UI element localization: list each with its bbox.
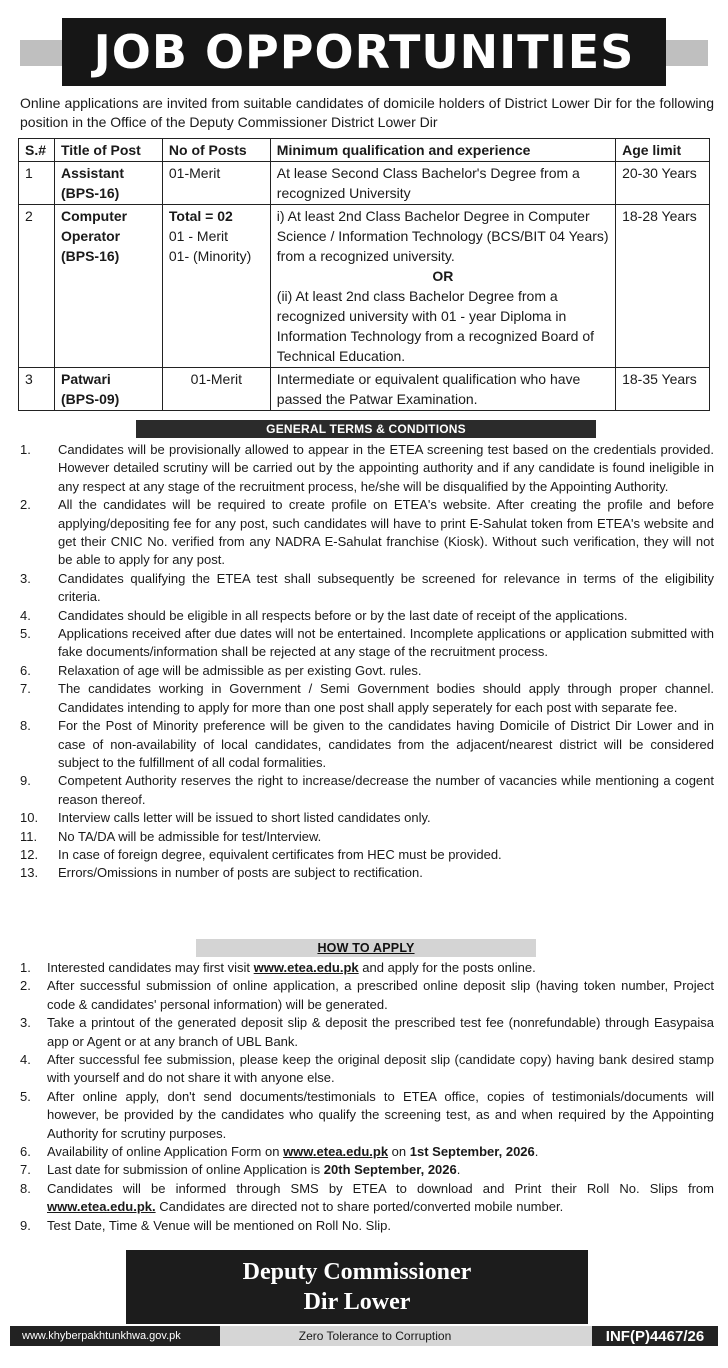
apply-heading: HOW TO APPLY	[196, 939, 536, 957]
list-item: 8. For the Post of Minority preference will be given to the candidates having Domicile of District Dir Lower and in case of non-availability of local candidates, candidates from the adjacent/nearest district will be considered subject to the fulfillment of all codal formalities.	[20, 718, 714, 770]
row-sno: 2	[19, 205, 55, 368]
last-date: 20th September, 2026	[323, 1162, 457, 1178]
header-sno: S.#	[19, 139, 55, 162]
footer-reference-code: INF(P)4467/26	[592, 1326, 718, 1346]
list-item: 4. After successful fee submission, please keep the original deposit slip (candidate copy) having bank desired stamp with yourself and do not share it with anyone else.	[20, 1052, 714, 1086]
banner	[0, 18, 728, 86]
signature-line-title: Deputy Commissioner	[242, 1259, 472, 1285]
list-item: 3. Take a printout of the generated deposit slip & deposit the prescribed test fee (nonrefundable) through Easypaisa app or Agent or at any branch of UBL Bank.	[20, 1015, 714, 1049]
post-title-line: Operator	[60, 228, 121, 244]
row-age: 18-35 Years	[616, 368, 710, 411]
row-posts: 01-Merit	[162, 162, 270, 205]
terms-heading: GENERAL TERMS & CONDITIONS	[136, 420, 596, 438]
list-item: 9. Test Date, Time & Venue will be mentioned on Roll No. Slip.	[20, 1217, 391, 1233]
post-title-line: (BPS-16)	[60, 185, 120, 201]
row-posts	[162, 205, 270, 368]
list-item: 1. Interested candidates may first visit www.etea.edu.pk and apply for the posts online.	[20, 960, 536, 975]
list-item: 13. Errors/Omissions in number of posts are subject to rectification.	[20, 865, 423, 881]
etea-link[interactable]: www.etea.edu.pk	[253, 960, 359, 975]
post-title-line: Patwari	[60, 371, 111, 387]
list-item: 8. Candidates will be informed through SMS by ETEA to download and Print their Roll No. Slips from www.etea.edu.pk. Candidates are directed not to share ported/converted mobile number.	[20, 1180, 714, 1215]
list-item: 6. Relaxation of age will be admissible as per existing Govt. rules.	[20, 662, 422, 678]
qualification-option-2: (ii) At least 2nd class Bachelor Degree from a recognized university with 01 - year Diploma in Information Technology from a recognized Board of Technical Education.	[276, 288, 595, 364]
table-header-row	[19, 139, 710, 162]
row-sno: 3	[19, 368, 55, 411]
posts-total: Total = 02	[168, 208, 233, 224]
etea-link[interactable]: www.etea.edu.pk	[283, 1144, 389, 1160]
list-item: 11. No TA/DA will be admissible for test/Interview.	[20, 828, 322, 844]
row-sno: 1	[19, 162, 55, 205]
table-row	[19, 205, 710, 368]
list-item: 2. After successful submission of online application, a prescribed online deposit slip (having token number, Project code & candidates' personal information) will be generated.	[20, 978, 714, 1012]
list-item: 10. Interview calls letter will be issued to short listed candidates only.	[20, 810, 431, 826]
footer-slogan: Zero Tolerance to Corruption	[298, 1329, 452, 1343]
list-item: 1. Candidates will be provisionally allowed to appear in the ETEA screening test based on the credentials provided. However detailed scrutiny will be carried out by the appointing authority and if any candidate is found ineligible in any respect at any stage of the recruitment process, he/she will be disqualified by the Appointing Authority.	[20, 442, 714, 494]
availability-date: 1st September, 2026	[409, 1144, 535, 1160]
header-posts: No of Posts	[162, 139, 270, 162]
row-qualification: At lease Second Class Bachelor's Degree from a recognized University	[270, 162, 615, 205]
footer-website[interactable]: www.khyberpakhtunkhwa.gov.pk	[10, 1326, 220, 1346]
posts-table	[18, 138, 710, 411]
row-title	[54, 162, 162, 205]
page-title: JOB OPPORTUNITIES	[62, 18, 666, 86]
list-item: 7. Last date for submission of online Application is 20th September, 2026.	[20, 1162, 461, 1178]
qualification-or: OR	[432, 268, 454, 284]
terms-list	[20, 441, 714, 883]
list-item: 4. Candidates should be eligible in all respects before or by the last date of receipt of the applications.	[20, 607, 628, 623]
posts-line: 01 - Merit	[168, 228, 229, 244]
header-qualification: Minimum qualification and experience	[270, 139, 615, 162]
post-title-line: (BPS-16)	[60, 248, 120, 264]
row-title	[54, 205, 162, 368]
posts-line: 01- (Minority)	[168, 248, 252, 264]
header-title: Title of Post	[54, 139, 162, 162]
list-item: 3. Candidates qualifying the ETEA test shall subsequently be screened for relevance in terms of the eligibility criteria.	[20, 570, 714, 605]
table-row	[19, 162, 710, 205]
signature-line-office: Dir Lower	[303, 1289, 411, 1315]
header-age: Age limit	[616, 139, 710, 162]
list-item: 12. In case of foreign degree, equivalent certificates from HEC must be provided.	[20, 846, 502, 862]
intro-text: Online applications are invited from suitable candidates of domicile holders of District Lower Dir for the following position in the Office of the Deputy Commissioner District Lower Dir	[20, 95, 714, 130]
row-posts: 01-Merit	[162, 368, 270, 411]
table-row	[19, 368, 710, 411]
list-item: 9. Competent Authority reserves the right to increase/decrease the number of vacancies while mentioning a cogent reason thereof.	[20, 773, 714, 807]
row-qualification: Intermediate or equivalent qualification who have passed the Patwar Examination.	[270, 368, 615, 411]
row-age: 18-28 Years	[616, 205, 710, 368]
signature-block	[126, 1250, 588, 1324]
list-item: 5. Applications received after due dates will not be entertained. Incomplete applications or application submitted with fake documents/information shall be rejected at any stage of the recruitment process.	[20, 626, 714, 660]
etea-link[interactable]: www.etea.edu.pk.	[47, 1199, 156, 1215]
list-item: 6. Availability of online Application Form on www.etea.edu.pk on 1st September, 2026.	[20, 1144, 539, 1160]
post-title-line: Computer	[60, 208, 128, 224]
list-item: 2. All the candidates will be required to create profile on ETEA's website. After creating the profile and before applying/depositing fee for any post, such candidates will have to print E-Sahulat token from ETEA's website and get their CNIC No. verified from any NADRA E-Sahulat franchise (Kiosk). Without such verification, they will not be able to apply for any post.	[20, 497, 714, 568]
qualification-option-1: i) At least 2nd Class Bachelor Degree in Computer Science / Information Technology (BCS/BIT 04 Years) from a recognized university.	[276, 208, 609, 264]
row-title	[54, 368, 162, 411]
row-age: 20-30 Years	[616, 162, 710, 205]
post-title-line: (BPS-09)	[60, 391, 120, 407]
list-item: 5. After online apply, don't send documents/testimonials to ETEA office, copies of testimonials/documents will however, be provided by the candidates who qualify the screening test, as and when required by the Appointing Authority for scrutiny purposes.	[20, 1088, 714, 1141]
list-item: 7. The candidates working in Government / Semi Government bodies should apply through proper channel. Candidates intending to apply for more than one post shall apply seperately for each post with separate fee.	[20, 681, 714, 715]
apply-list	[20, 959, 714, 1235]
post-title-line: Assistant	[60, 165, 125, 181]
row-qualification	[270, 205, 615, 368]
